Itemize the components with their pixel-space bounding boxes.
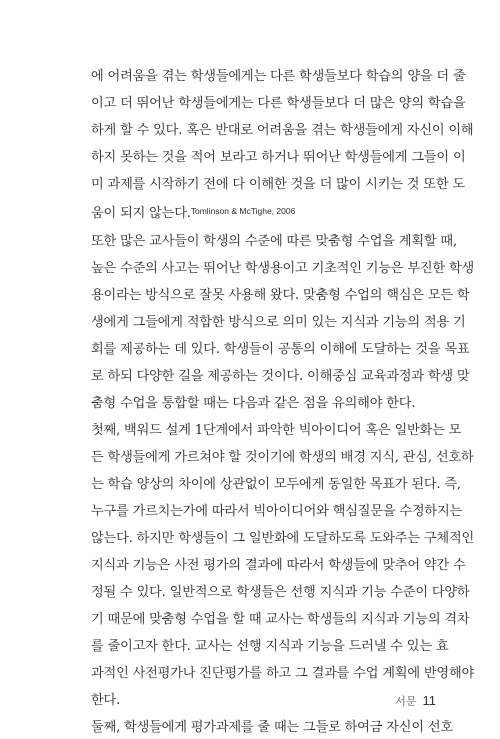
body-text-line: 둘째, 학생들에게 평가과제를 줄 때는 그들로 하여금 자신이 선호 [91,720,453,735]
citation: Tomlinson & McTighe, 2006 [190,206,296,216]
body-text-line: 않는다. 하지만 학생들이 그 일반화에 도달하도록 도와주는 구체적인 [91,531,475,546]
body-text-line: 누구를 가르치는가에 따라서 빅아이디어와 핵심질문을 수정하지는 [91,504,463,519]
body-text-line: 지식과 기능은 사전 평가의 결과에 따라서 학생들에 맞추어 약간 수 [91,558,466,573]
body-text-line: 한다. [91,693,121,708]
body-text-line: 과적인 사전평가나 진단평가를 하고 그 결과를 수업 계획에 반영해야 [91,666,475,681]
body-text-line: 에 어려움을 겪는 학생들에게는 다른 학생들보다 학습의 양을 더 줄 [91,69,466,84]
body-text-line: 정될 수 있다. 일반적으로 학생들은 선행 지식과 기능 수준이 다양하 [91,585,470,600]
body-text-line: 또한 많은 교사들이 학생의 수준에 따른 맞춤형 수업을 계획할 때, [91,234,457,249]
body-text-line: 회를 제공하는 데 있다. 학생들이 공통의 이해에 도달하는 것을 목표 [91,342,470,357]
body-text-line-with-citation [91,200,437,222]
body-text-line: 하지 못하는 것을 적어 보라고 하거나 뛰어난 학생들에게 그들이 이 [91,150,466,165]
body-text-line: 는 학습 양상의 차이에 상관없이 모두에게 동일한 목표가 된다. 즉, [91,477,461,492]
body-text-line: 하게 할 수 있다. 혹은 반대로 어려움을 겪는 학생들에게 자신이 이해 [91,123,474,138]
body-text: 움이 되지 않는다. [91,206,191,221]
body-text-line: 든 학생들에게 가르쳐야 할 것이기에 학생의 배경 지식, 관심, 선호하 [91,450,474,465]
body-text-line: 첫째, 백워드 설계 1단계에서 파악한 빅아이디어 혹은 일반화는 모 [91,423,462,438]
body-text-line: 춤형 수업을 통합할 때는 다음과 같은 점을 유의해야 한다. [91,396,416,411]
body-text-line: 높은 수준의 사고는 뛰어난 학생용이고 기초적인 기능은 부진한 학생 [91,261,475,276]
body-text-line: 를 줄이고자 한다. 교사는 선행 지식과 기능을 드러낼 수 있는 효 [91,639,449,654]
body-text-line: 생에게 그들에게 적합한 방식으로 의미 있는 지식과 기능의 적용 기 [91,315,466,330]
body-text-line: 이고 더 뛰어난 학생들에게는 다른 학생들보다 더 많은 양의 학습을 [91,96,466,111]
page-footer [395,693,436,710]
section-label: 서문 [395,695,417,708]
body-text-line: 미 과제를 시작하기 전에 다 이해한 것을 더 많이 시키는 것 또한 도 [91,177,465,192]
page-number: 11 [422,693,436,708]
body-text-line: 용이라는 방식으로 잘못 사용해 왔다. 맞춤형 수업의 핵심은 모든 학 [91,288,470,303]
body-text-line: 기 때문에 맞춤형 수업을 할 때 교사는 학생들의 지식과 기능의 격차 [91,612,470,627]
body-text-line: 로 하되 다양한 길을 제공하는 것이다. 이해중심 교육과정과 학생 맞 [91,369,470,384]
